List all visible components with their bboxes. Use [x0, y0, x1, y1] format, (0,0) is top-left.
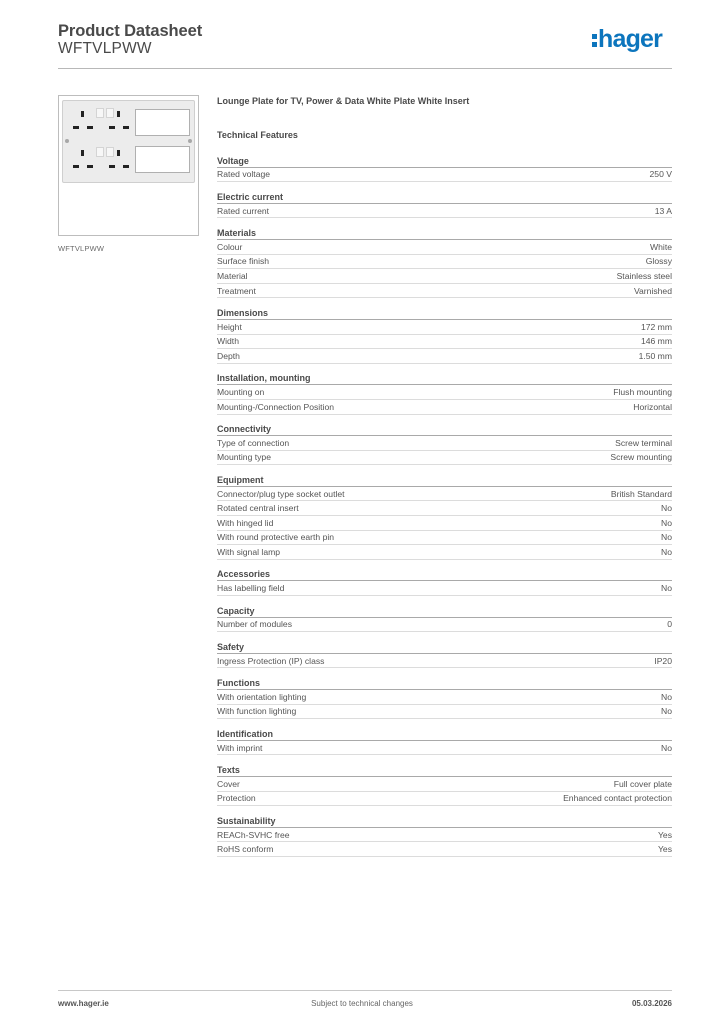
- spec-label: With function lighting: [217, 706, 297, 717]
- section-title: Electric current: [217, 192, 672, 204]
- spec-row: [217, 451, 672, 466]
- spec-value: Stainless steel: [616, 270, 672, 281]
- spec-value: Glossy: [645, 256, 672, 267]
- spec-label: Rotated central insert: [217, 503, 299, 514]
- spec-label: RoHS conform: [217, 844, 274, 855]
- spec-row: [217, 168, 672, 183]
- spec-value: British Standard: [610, 488, 672, 499]
- spec-value: 1.50 mm: [638, 350, 672, 361]
- spec-value: 172 mm: [640, 321, 672, 332]
- spec-value: Flush mounting: [613, 387, 672, 398]
- spec-value: 146 mm: [640, 336, 672, 347]
- spec-row: [217, 516, 672, 531]
- spec-row: [217, 581, 672, 596]
- spec-value: 0: [667, 619, 672, 630]
- spec-row: [217, 618, 672, 633]
- spec-label: Rated current: [217, 205, 270, 216]
- spec-value: White: [650, 241, 672, 252]
- spec-label: Ingress Protection (IP) class: [217, 655, 325, 666]
- spec-label: Width: [217, 336, 239, 347]
- spec-label: Surface finish: [217, 256, 270, 267]
- spec-label: Treatment: [217, 285, 256, 296]
- logo-text: hager: [598, 25, 663, 53]
- spec-value: No: [661, 517, 672, 528]
- spec-row: [217, 501, 672, 516]
- spec-label: With imprint: [217, 742, 263, 753]
- spec-label: Mounting on: [217, 387, 265, 398]
- spec-label: With orientation lighting: [217, 691, 307, 702]
- spec-sections: [217, 156, 672, 857]
- data-insert-icon: [135, 109, 190, 136]
- section-title: Dimensions: [217, 308, 672, 320]
- spec-row: [217, 240, 672, 255]
- spec-label: With round protective earth pin: [217, 532, 335, 543]
- rocker-switch-icon: [96, 108, 104, 118]
- spec-row: [217, 269, 672, 284]
- rocker-switch-icon: [106, 147, 114, 157]
- header-divider: [58, 68, 672, 69]
- spec-row: [217, 385, 672, 400]
- spec-row: [217, 741, 672, 756]
- section-title: Accessories: [217, 569, 672, 581]
- socket-outlet-icon: [68, 107, 98, 137]
- spec-row: [217, 320, 672, 335]
- spec-label: Mounting type: [217, 452, 271, 463]
- spec-row: [217, 284, 672, 299]
- socket-outlet-icon: [68, 146, 98, 176]
- spec-value: 13 A: [654, 205, 672, 216]
- spec-value: No: [661, 503, 672, 514]
- hager-logo[interactable]: [592, 27, 662, 52]
- spec-section: [217, 569, 672, 596]
- spec-section: [217, 156, 672, 183]
- footer-date: 05.03.2026: [631, 999, 672, 1008]
- product-description: Lounge Plate for TV, Power & Data White Plate White Insert: [217, 96, 470, 106]
- spec-row: [217, 204, 672, 219]
- spec-section: [217, 475, 672, 560]
- spec-row: [217, 792, 672, 807]
- spec-section: [217, 765, 672, 806]
- screw-icon: [65, 139, 69, 143]
- spec-label: Rated voltage: [217, 169, 271, 180]
- spec-value: 250 V: [649, 169, 672, 180]
- twin-socket-bottom: [68, 146, 134, 176]
- section-title: Sustainability: [217, 816, 672, 828]
- technical-content: [217, 96, 672, 857]
- product-code: WFTVLPWW: [58, 40, 152, 57]
- spec-value: Horizontal: [633, 401, 672, 412]
- image-caption: WFTVLPWW: [58, 244, 105, 253]
- spec-row: [217, 255, 672, 270]
- spec-value: IP20: [654, 655, 672, 666]
- spec-row: [217, 349, 672, 364]
- section-title: Capacity: [217, 606, 672, 618]
- spec-label: REACh-SVHC free: [217, 829, 290, 840]
- spec-section: [217, 373, 672, 414]
- spec-row: [217, 828, 672, 843]
- spec-row: [217, 705, 672, 720]
- spec-value: Screw terminal: [615, 437, 672, 448]
- section-title: Functions: [217, 678, 672, 690]
- technical-features-heading: Technical Features: [217, 130, 298, 140]
- spec-section: [217, 642, 672, 669]
- spec-value: Yes: [657, 844, 672, 855]
- spec-value: Full cover plate: [613, 778, 672, 789]
- spec-label: Has labelling field: [217, 583, 285, 594]
- section-title: Voltage: [217, 156, 672, 168]
- spec-label: Connector/plug type socket outlet: [217, 488, 345, 499]
- spec-label: Mounting-/Connection Position: [217, 401, 335, 412]
- spec-label: Number of modules: [217, 619, 292, 630]
- section-title: Materials: [217, 228, 672, 240]
- spec-row: [217, 690, 672, 705]
- rocker-switch-icon: [96, 147, 104, 157]
- footer-divider: [58, 990, 672, 991]
- section-title: Texts: [217, 765, 672, 777]
- spec-section: [217, 678, 672, 719]
- product-image: [58, 95, 199, 236]
- spec-row: [217, 654, 672, 669]
- spec-value: No: [661, 706, 672, 717]
- spec-section: [217, 228, 672, 298]
- spec-row: [217, 777, 672, 792]
- spec-label: Material: [217, 270, 248, 281]
- logo-dots-icon: [592, 32, 597, 48]
- spec-section: [217, 606, 672, 633]
- section-title: Identification: [217, 729, 672, 741]
- data-insert-icon: [135, 146, 190, 173]
- spec-row: [217, 400, 672, 415]
- spec-value: No: [661, 691, 672, 702]
- footer-note: Subject to technical changes: [311, 999, 413, 1008]
- spec-section: [217, 729, 672, 756]
- spec-section: [217, 424, 672, 465]
- spec-row: [217, 335, 672, 350]
- spec-value: Screw mounting: [610, 452, 672, 463]
- spec-label: Type of connection: [217, 437, 290, 448]
- spec-label: Protection: [217, 793, 256, 804]
- screw-icon: [188, 139, 192, 143]
- spec-value: No: [661, 547, 672, 558]
- spec-section: [217, 308, 672, 364]
- spec-row: [217, 842, 672, 857]
- spec-label: Height: [217, 321, 242, 332]
- twin-socket-top: [68, 107, 134, 137]
- spec-section: [217, 816, 672, 857]
- spec-label: Depth: [217, 350, 240, 361]
- lounge-plate-graphic: [62, 100, 195, 183]
- spec-value: Varnished: [633, 285, 672, 296]
- section-title: Installation, mounting: [217, 373, 672, 385]
- section-title: Connectivity: [217, 424, 672, 436]
- footer-website-link[interactable]: www.hager.ie: [58, 999, 109, 1008]
- spec-value: No: [661, 532, 672, 543]
- spec-label: With hinged lid: [217, 517, 274, 528]
- spec-row: [217, 487, 672, 502]
- spec-value: No: [661, 583, 672, 594]
- spec-row: [217, 531, 672, 546]
- section-title: Equipment: [217, 475, 672, 487]
- spec-section: [217, 192, 672, 219]
- spec-label: With signal lamp: [217, 547, 281, 558]
- spec-value: No: [661, 742, 672, 753]
- spec-value: Enhanced contact protection: [563, 793, 672, 804]
- spec-label: Colour: [217, 241, 243, 252]
- spec-value: Yes: [657, 829, 672, 840]
- rocker-switch-icon: [106, 108, 114, 118]
- spec-label: Cover: [217, 778, 240, 789]
- spec-row: [217, 436, 672, 451]
- spec-row: [217, 545, 672, 560]
- page-title: Product Datasheet: [58, 22, 203, 40]
- section-title: Safety: [217, 642, 672, 654]
